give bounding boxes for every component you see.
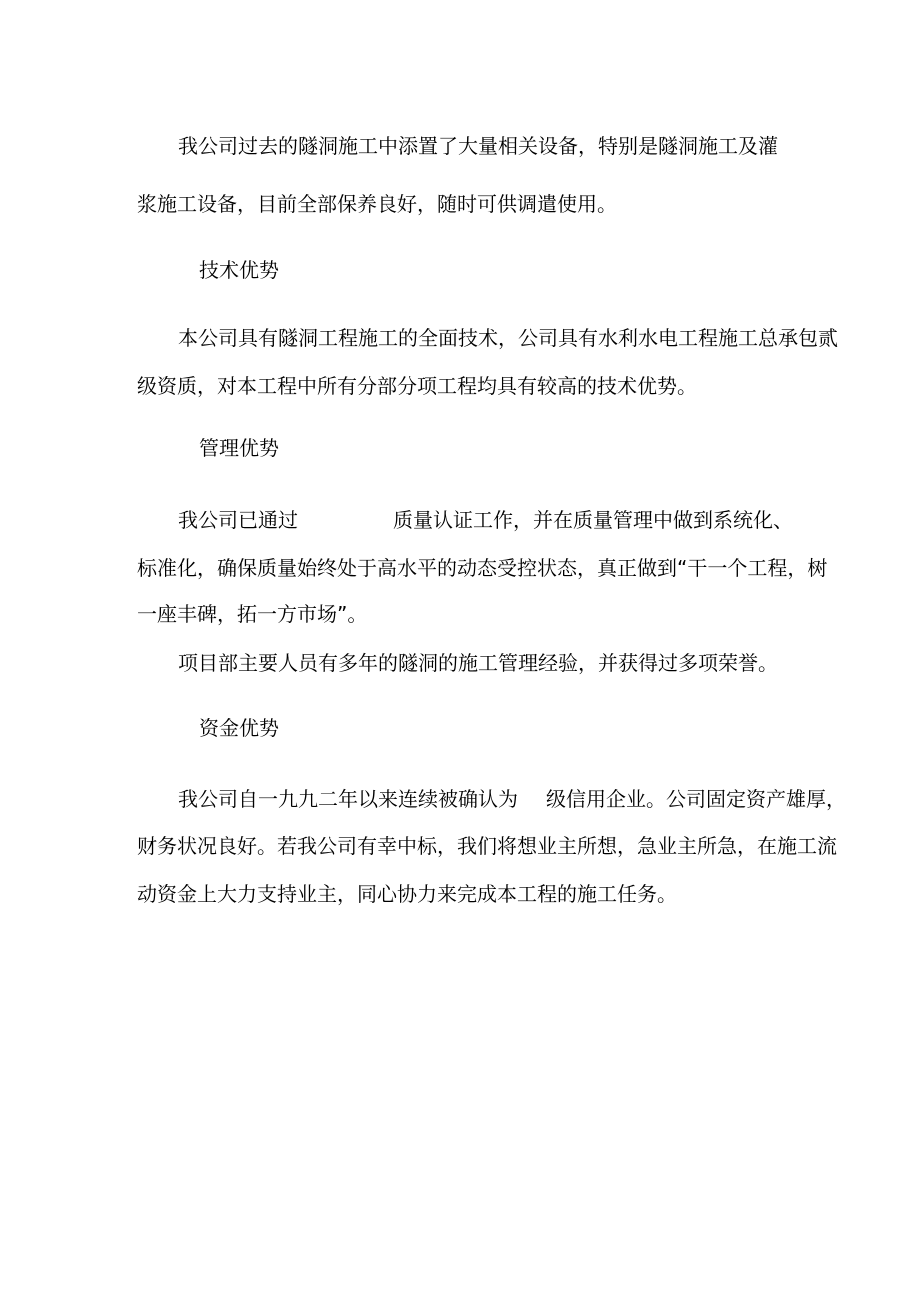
para-equipment-line-1: 我公司过去的隧洞施工中添置了大量相关设备，特别是隧洞施工及灌 [178,134,778,158]
para-capital-line-1 [178,787,846,811]
para-management-line-1-part-2: 质量认证工作，并在质量管理中做到系统化、 [393,508,793,532]
para-management-line-1 [178,508,793,532]
para-capital-line-3: 动资金上大力支持业主，同心协力来完成本工程的施工任务。 [137,882,677,906]
para-equipment-line-2: 浆施工设备，目前全部保养良好，随时可供调遣使用。 [137,192,617,216]
para-capital-line-1-part-1: 我公司自一九九二年以来连续被确认为 [178,787,518,811]
para-management-line-2: 标准化，确保质量始终处于高水平的动态受控状态，真正做到“干一个工程，树 [137,556,828,580]
heading-management: 管理优势 [199,436,279,460]
heading-capital: 资金优势 [199,716,279,740]
para-capital-line-2: 财务状况良好。若我公司有幸中标，我们将想业主所想，急业主所急，在施工流 [137,834,837,858]
para-tech-line-1: 本公司具有隧洞工程施工的全面技术，公司具有水利水电工程施工总承包贰 [178,326,838,350]
heading-tech: 技术优势 [199,258,279,282]
para-staff: 项目部主要人员有多年的隧洞的施工管理经验，并获得过多项荣誉。 [178,651,778,675]
para-management-line-1-part-1: 我公司已通过 [178,508,298,532]
para-management-line-3: 一座丰碑，拓一方市场”。 [137,602,368,626]
para-capital-line-1-part-2: 级信用企业。公司固定资产雄厚， [546,787,846,811]
para-tech-line-2: 级资质，对本工程中所有分部分项工程均具有较高的技术优势。 [137,374,697,398]
